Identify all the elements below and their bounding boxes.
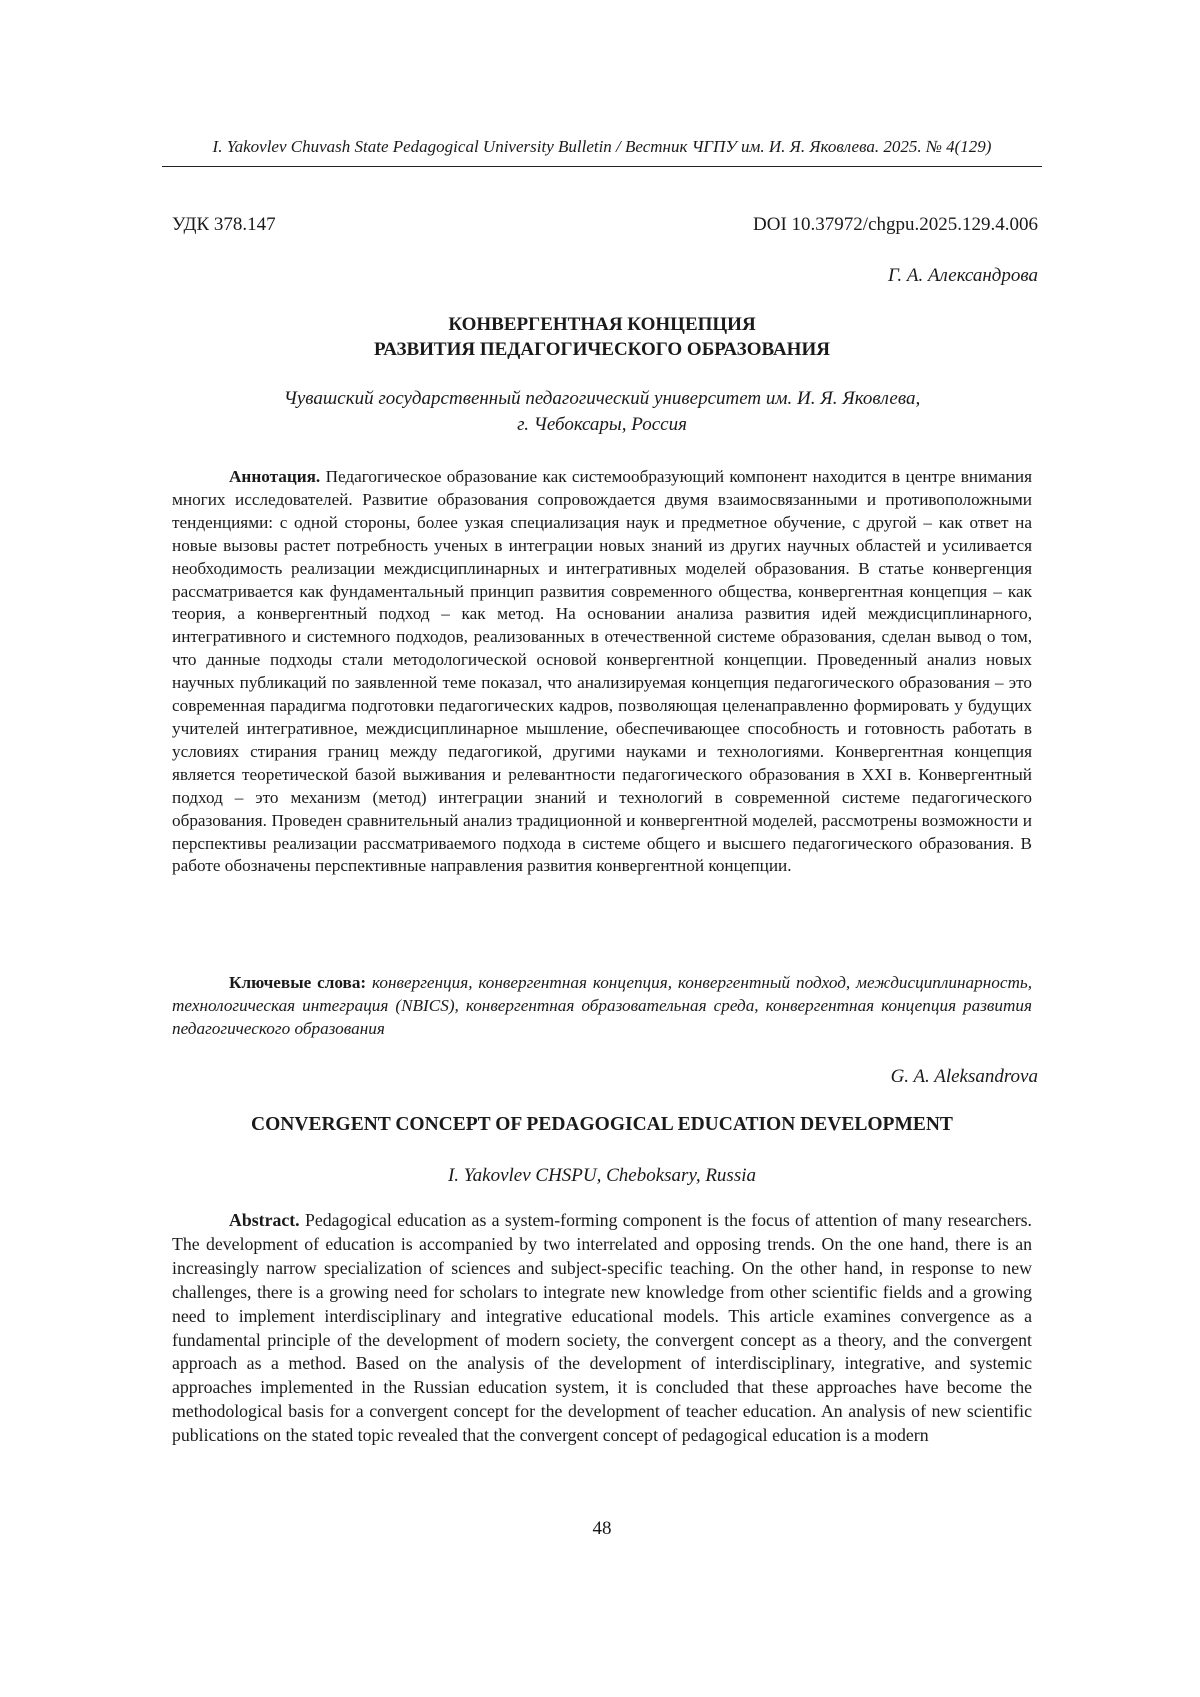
- doi-identifier[interactable]: DOI 10.37972/chgpu.2025.129.4.006: [753, 214, 1038, 235]
- article-title-ru-line-1: КОНВЕРГЕНТНАЯ КОНЦЕПЦИЯ: [448, 314, 756, 335]
- abstract-ru-text: Педагогическое образование как системообразующий компонент находится в центре внимания многих исследователей. Развитие образования сопровождается двумя взаимосвязанными и противоположными тенденциями: с одной стороны, более узкая специализация наук и предметное обучение, с другой – как ответ на новые вызовы растет потребность ученых в интеграции новых знаний из других научных областей и усиливается необходимость реализации междисциплинарных и интегративных моделей образования. В статье конвергенция рассматривается как фундаментальный принцип развития современного общества, конвергентная концепция – как теория, а конвергентный подход – как метод. На основании анализа развития идей междисциплинарного, интегративного и системного подходов, реализованных в отечественной системе образования, сделан вывод о том, что данные подходы стали методологической основой конвергентной концепции. Проведенный анализ новых научных публикаций по заявленной теме показал, что анализируемая концепция педагогического образования – это современная парадигма подготовки педагогических кадров, позволяющая целенаправленно формировать у будущих учителей интегративное, междисциплинарное мышление, обеспечивающее способность и готовность работать в условиях стирания границ между педагогикой, другими науками и технологиями. Конвергентная концепция является теоретической базой выживания и релевантности педагогического образования в XXI в. Конвергентный подход – это механизм (метод) интеграции знаний и технологий в современной системе педагогического образования. Проведен сравнительный анализ традиционной и конвергентной моделей, рассмотрены возможности и перспективы реализации рассматриваемого подхода в системе общего и высшего педагогического образования. В работе обозначены перспективные направления развития конвергентной концепции.: [172, 467, 1032, 876]
- abstract-ru: [172, 466, 1032, 878]
- affiliation-ru-line-1: Чувашский государственный педагогический университет им. И. Я. Яковлева,: [283, 388, 921, 409]
- article-title-ru-line-2: РАЗВИТИЯ ПЕДАГОГИЧЕСКОГО ОБРАЗОВАНИЯ: [374, 339, 830, 360]
- abstract-en-text: Pedagogical education as a system-forming component is the focus of attention of many researchers. The development of education is accompanied by two interrelated and opposing trends. On the one hand, there is an increasingly narrow specialization of sciences and subject-specific teaching. On the other hand, in response to new challenges, there is a growing need for scholars to integrate new knowledge from other scientific fields and a growing need to implement interdisciplinary and integrative educational models. This article examines convergence as a fundamental principle of the development of modern society, the convergent concept as a theory, and the convergent approach as a method. Based on the analysis of the development of interdisciplinary, integrative, and systemic approaches implemented in the Russian education system, it is concluded that these approaches have become the methodological basis for a convergent concept for the development of teacher education. An analysis of new scientific publications on the stated topic revealed that the convergent concept of pedagogical education is a modern: [172, 1210, 1033, 1446]
- affiliation-ru-line-2: г. Чебоксары, Россия: [517, 414, 687, 435]
- page-number: 48: [592, 1518, 612, 1539]
- author-name-ru: Г. А. Александрова: [887, 265, 1038, 286]
- affiliation-en: I. Yakovlev CHSPU, Cheboksary, Russia: [447, 1165, 757, 1186]
- author-name-en: G. A. Aleksandrova: [890, 1066, 1038, 1087]
- header-divider: [162, 166, 1042, 167]
- affiliation-ru: [162, 386, 1042, 438]
- keywords-ru: [172, 972, 1032, 1041]
- abstract-ru-label: Аннотация.: [229, 467, 321, 486]
- keywords-ru-text: конвергенция, конвергентная концепция, конвергентный подход, междисциплинарность, технологическая интеграция (NBICS), конвергентная образовательная среда, конвергентная концепция развития педагогического образования: [172, 973, 1032, 1038]
- keywords-ru-label: Ключевые слова:: [229, 973, 367, 992]
- abstract-en: [172, 1209, 1032, 1448]
- abstract-en-label: Abstract.: [229, 1210, 300, 1230]
- article-title-en: CONVERGENT CONCEPT OF PEDAGOGICAL EDUCATION DEVELOPMENT: [251, 1114, 953, 1135]
- udk-code: УДК 378.147: [172, 214, 276, 235]
- running-header: I. Yakovlev Chuvash State Pedagogical University Bulletin / Вестник ЧГПУ им. И. Я. Яковлева. 2025. № 4(129): [212, 137, 992, 156]
- article-title-ru: [162, 312, 1042, 362]
